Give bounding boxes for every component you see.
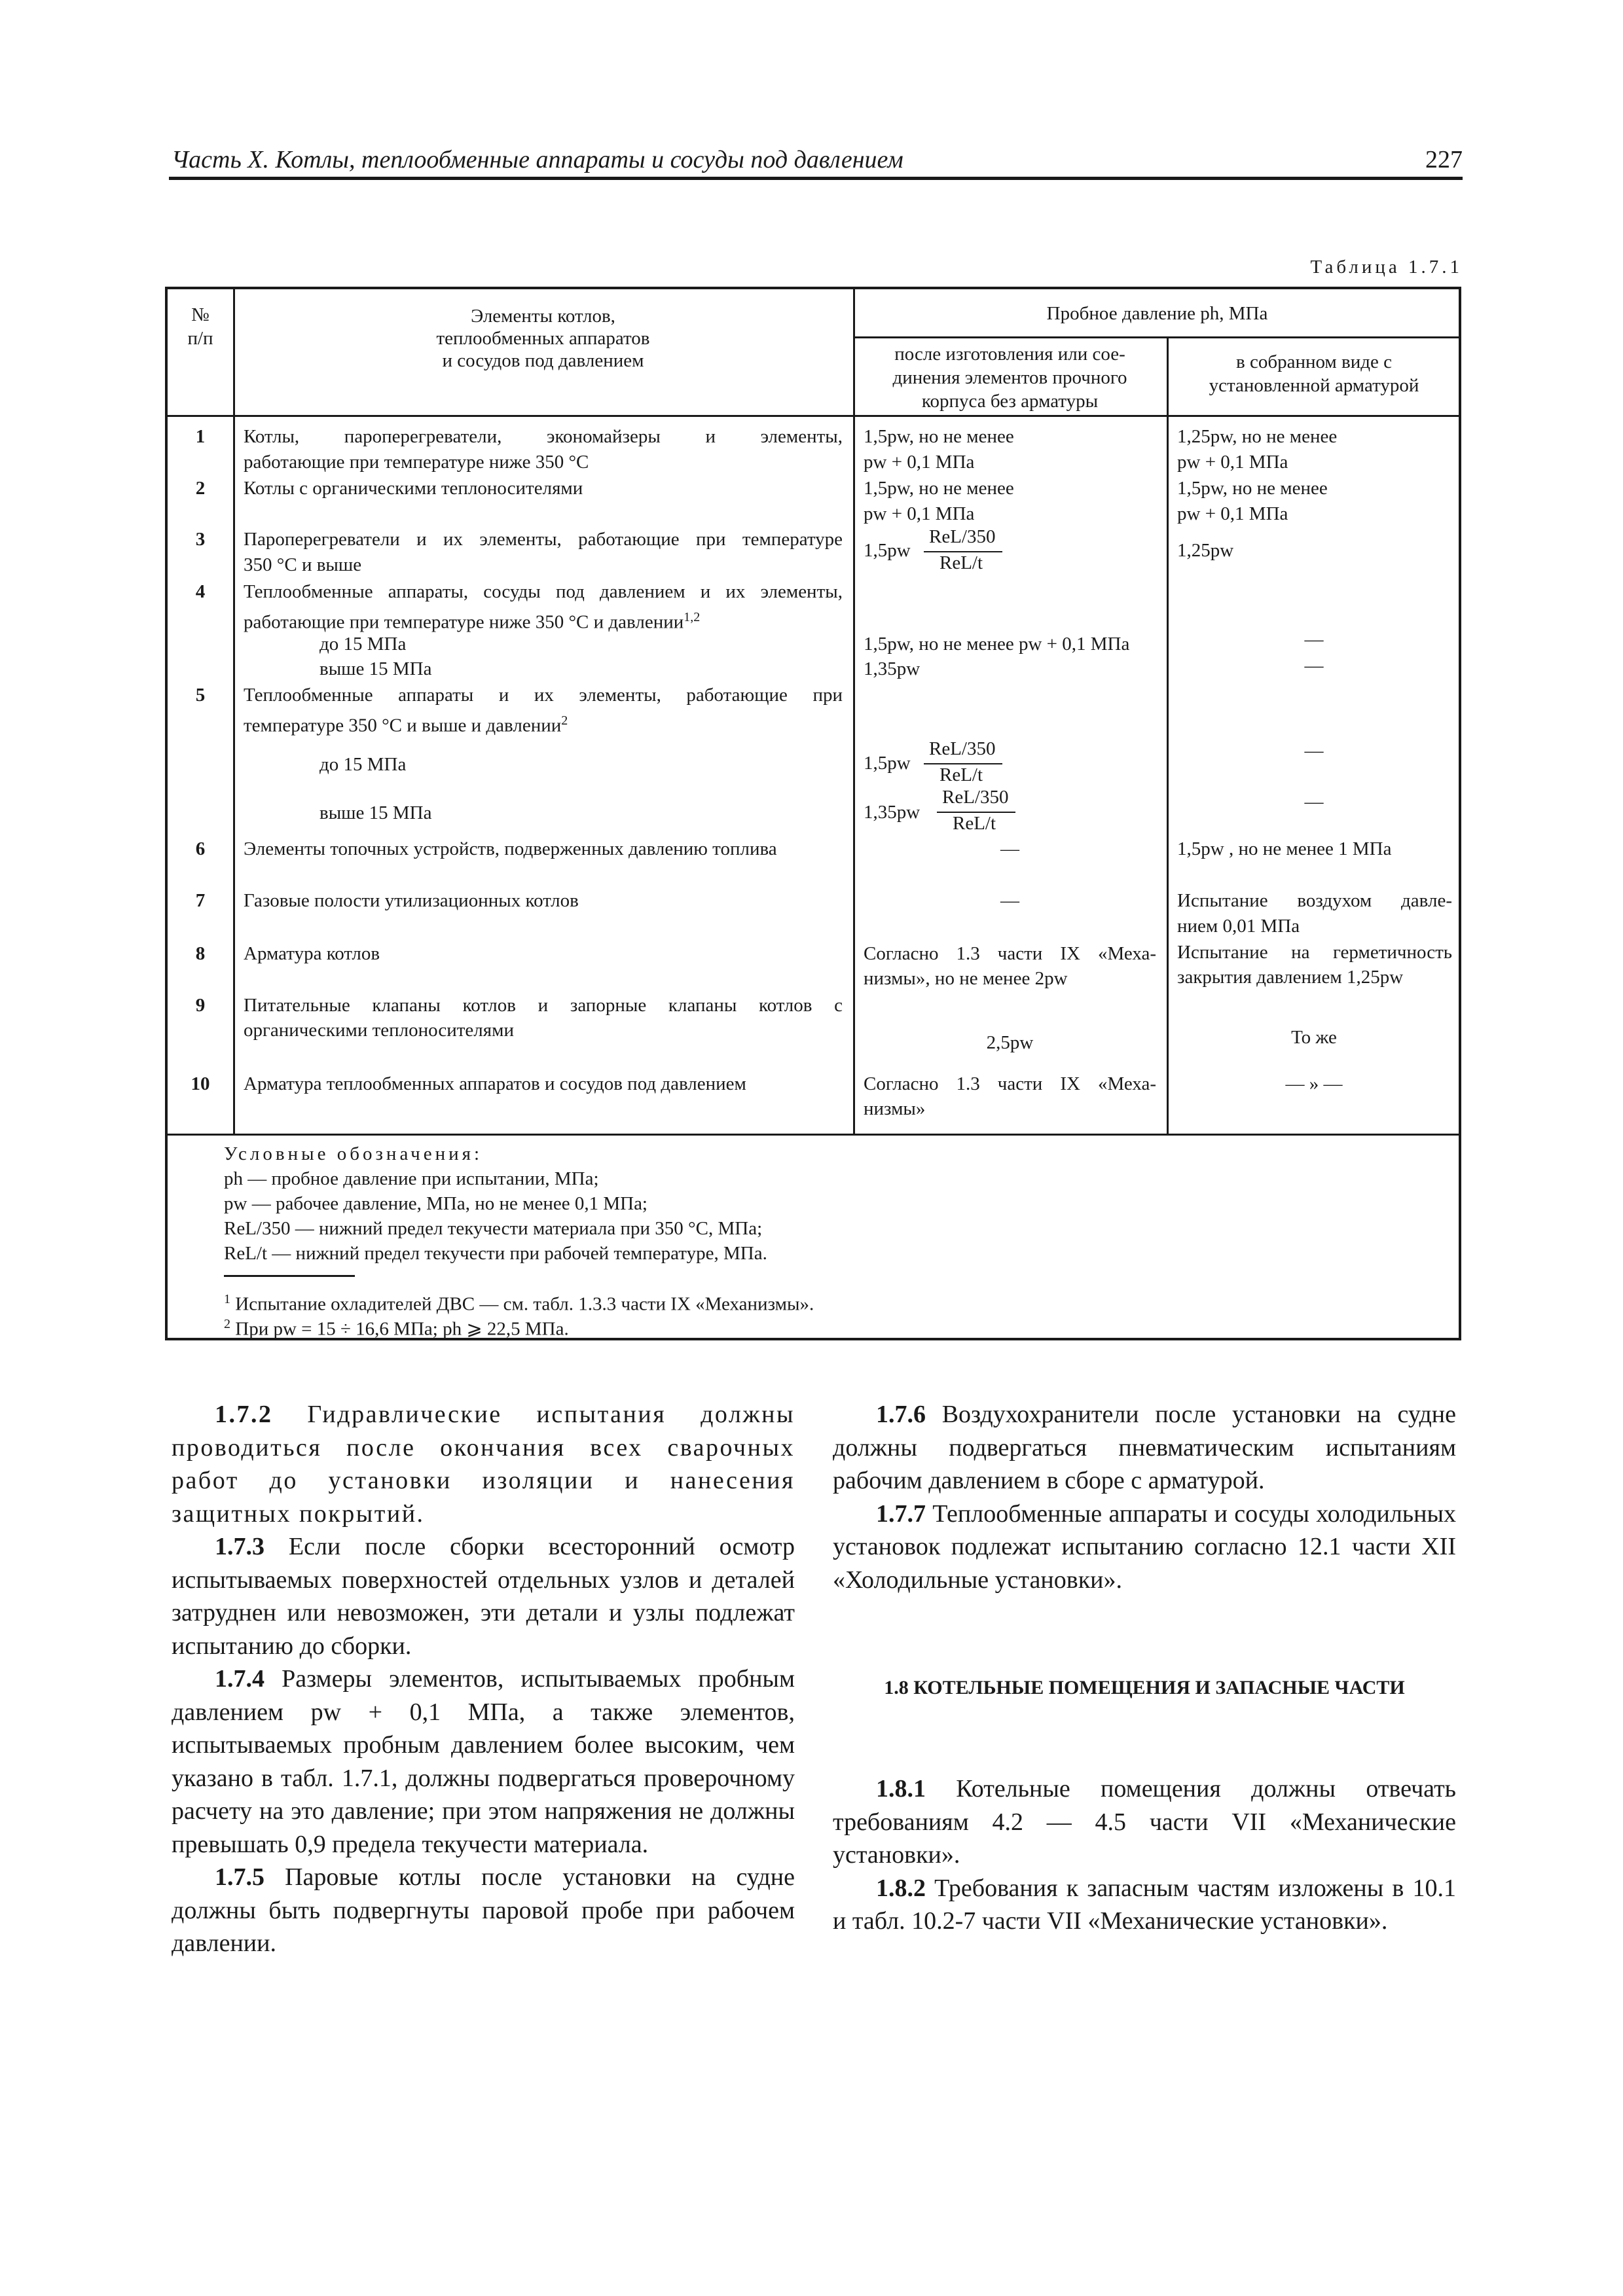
right-column-section (833, 1772, 1456, 1938)
paragraph-text: Размеры элементов, испытываемых пробным давлением pw + 0,1 МПа, а также элементов, испытываемых пробным давлением более высоким, чем указано в табл. 1.7.1, должны подвергаться проверочному расчету на это давление; при этом напряжения не должны превышать 0,9 предела текучести материала. (172, 1665, 795, 1858)
row-number: 5 (195, 685, 206, 706)
element-text: выше 15 МПа (319, 658, 432, 679)
assembled-value: нием 0,01 МПа (1177, 916, 1300, 937)
clause-number: 1.7.7 (876, 1499, 926, 1528)
after-value: 1,35pw (864, 802, 921, 823)
element-text: до 15 МПа (319, 634, 407, 655)
assembled-value: 1,25pw (1177, 540, 1234, 561)
row-number: 6 (195, 838, 206, 859)
body-bottom-rule (168, 1134, 1461, 1136)
element-text: работающие при температуре ниже 350 °С и давлении (244, 611, 684, 633)
paragraph (833, 1872, 1456, 1938)
paragraph (833, 1772, 1456, 1872)
element-text: Пароперегреватели и их элементы, работающие при температуре (244, 529, 843, 550)
clause-number: 1.7.6 (876, 1401, 926, 1428)
header-after: после изготовления или сое- (894, 344, 1125, 365)
after-value: Согласно 1.3 части IX «Меха- (864, 943, 1156, 964)
legend-line: ReL/350 — нижний предел текучести материала при 350 °С, МПа; (224, 1218, 763, 1239)
row-number: 8 (195, 943, 206, 964)
assembled-value: — (1304, 791, 1324, 812)
row-number: 2 (195, 478, 206, 499)
table-caption: Таблица 1.7.1 (1310, 257, 1463, 278)
header-bottom-rule (168, 415, 1461, 417)
assembled-value: 1,5pw , но не менее 1 МПа (1177, 838, 1392, 859)
header-pressure: Пробное давление ph, МПа (1046, 303, 1268, 324)
header-after-3: корпуса без арматуры (921, 391, 1099, 412)
header-no-2: п/п (187, 328, 213, 349)
paragraph-text: Если после сборки всесторонний осмотр испытываемых поверхностей отдельных узлов и деталей затруднен или невозможен, эти детали и узлы подлежат испытанию до сборки. (172, 1533, 795, 1660)
legend-title: Условные обозначения: (224, 1143, 483, 1164)
assembled-value: pw + 0,1 МПа (1177, 452, 1288, 473)
footnote-text: Испытание охладителей ДВС — см. табл. 1.3.3 части IX «Механизмы». (235, 1293, 814, 1315)
element-text: Арматура теплообменных аппаратов и сосудов под давлением (244, 1073, 746, 1094)
clause-number: 1.8.1 (876, 1775, 926, 1803)
header-rule (169, 177, 1463, 180)
row-number: 1 (195, 426, 206, 447)
clause-number: 1.7.4 (215, 1665, 264, 1693)
after-value: 1,5pw, но не менее pw + 0,1 МПа (864, 634, 1130, 655)
left-column (172, 1398, 795, 1960)
header-assembled-2: установленной арматурой (1209, 375, 1419, 396)
assembled-value: Испытание на герметичность (1177, 942, 1452, 963)
assembled-value: pw + 0,1 МПа (1177, 503, 1288, 524)
element-text: органическими теплоносителями (244, 1020, 514, 1041)
clause-number: 1.8.2 (876, 1874, 926, 1902)
fraction-numerator: ReL/350 (942, 787, 1009, 808)
footnote-mark: 1 (224, 1292, 230, 1306)
element-text: Элементы топочных устройств, подверженных давлению топлива (244, 838, 777, 859)
after-value: — (1000, 838, 1019, 859)
after-value: Согласно 1.3 части IX «Меха- (864, 1073, 1156, 1094)
header-elements-2: теплообменных аппаратов (436, 328, 650, 349)
after-value: 1,35pw (864, 658, 921, 679)
paragraph-text: Воздухохранители после установки на судне должны подвергаться пневматическим испытаниям рабочим давлением в сборе с арматурой. (833, 1401, 1456, 1494)
element-text: до 15 МПа (319, 754, 407, 775)
after-value: 1,5pw (864, 753, 911, 774)
footnote-text: При pw = 15 ÷ 16,6 МПа; ph ⩾ 22,5 МПа. (235, 1318, 569, 1340)
paragraph (172, 1662, 795, 1861)
element-text: Котлы с органическими теплоносителями (244, 478, 583, 499)
footnote-ref: 2 (561, 713, 568, 728)
header-assembled: в собранном виде с (1236, 351, 1392, 372)
paragraph-text: Паровые котлы после установки на судне должны быть подвергнуты паровой пробе при рабочем давлении. (172, 1863, 795, 1957)
header-elements: Элементы котлов, (471, 306, 615, 327)
legend-line: ReL/t — нижний предел текучести при рабочей температуре, МПа. (224, 1243, 767, 1264)
after-value: — (1000, 890, 1019, 911)
fraction-numerator: ReL/350 (929, 738, 996, 759)
fraction-numerator: ReL/350 (929, 526, 996, 547)
header-no: № (191, 304, 210, 325)
paragraph (172, 1398, 795, 1530)
paragraph-text: Гидравлические испытания должны проводиться после окончания всех сварочных работ до установки изоляции и нанесения защитных покрытий. (172, 1401, 795, 1528)
element-text: работающие при температуре ниже 350 °С (244, 452, 589, 473)
row-number: 10 (191, 1073, 210, 1094)
assembled-value: — » — (1285, 1073, 1343, 1094)
legend-line: ph — пробное давление при испытании, МПа; (224, 1168, 599, 1189)
element-text: температуре 350 °С и выше и давлении (244, 715, 562, 736)
assembled-value: 1,25pw, но не менее (1177, 426, 1338, 447)
row-number: 3 (195, 529, 206, 550)
running-title: Часть X. Котлы, теплообменные аппараты и сосуды под давлением (172, 146, 903, 173)
footnote-rule (224, 1275, 355, 1277)
element-text: 350 °С и выше (244, 554, 362, 575)
after-value: pw + 0,1 МПа (864, 452, 975, 473)
fraction-denominator: ReL/t (953, 813, 996, 834)
after-value: 2,5pw (986, 1032, 1034, 1053)
clause-number: 1.7.3 (215, 1533, 264, 1560)
section-heading: 1.8 КОТЕЛЬНЫЕ ПОМЕЩЕНИЯ И ЗАПАСНЫЕ ЧАСТИ (884, 1677, 1405, 1698)
paragraph-text: Требования к запасным частям изложены в 10.1 и табл. 10.2-7 части VII «Механические установки». (833, 1874, 1456, 1935)
header-after-2: динения элементов прочного (892, 367, 1127, 388)
assembled-value: — (1304, 655, 1324, 676)
element-text: Теплообменные аппараты и их элементы, работающие при (244, 685, 843, 706)
right-column (833, 1398, 1456, 1596)
element-text: Котлы, пароперегреватели, экономайзеры и элементы, (244, 426, 843, 447)
assembled-value: — (1304, 740, 1324, 761)
paragraph (172, 1861, 795, 1960)
element-text: выше 15 МПа (319, 802, 432, 823)
pressure-test-table (165, 287, 1461, 1340)
element-text: Арматура котлов (244, 943, 380, 964)
element-text: Питательные клапаны котлов и запорные клапаны котлов с (244, 995, 843, 1016)
element-text: Теплообменные аппараты, сосуды под давлением и их элементы, (244, 581, 843, 602)
clause-number: 1.7.2 (215, 1401, 273, 1428)
after-value: 1,5pw (864, 540, 911, 561)
row-number: 4 (195, 581, 206, 602)
paragraph (172, 1530, 795, 1662)
header-elements-3: и сосудов под давлением (442, 350, 644, 371)
paragraph-text: Теплообменные аппараты и сосуды холодильных установок подлежат испытанию согласно 12.1 части XII «Холодильные установки». (833, 1499, 1456, 1594)
paragraph-text: Котельные помещения должны отвечать требованиям 4.2 — 4.5 части VII «Механические установки». (833, 1775, 1456, 1869)
assembled-value: 1,5pw, но не менее (1177, 478, 1328, 499)
after-value: 1,5pw, но не менее (864, 426, 1014, 447)
paragraph (833, 1398, 1456, 1498)
footnote-ref: 1,2 (684, 610, 701, 624)
page-number: 227 (1425, 146, 1463, 173)
assembled-value: закрытия давлением 1,25pw (1177, 967, 1404, 988)
after-value: 1,5pw, но не менее (864, 478, 1014, 499)
row-number: 9 (195, 995, 206, 1016)
paragraph (833, 1498, 1456, 1597)
clause-number: 1.7.5 (215, 1863, 264, 1891)
after-value: низмы», но не менее 2pw (864, 968, 1068, 989)
assembled-value: — (1304, 629, 1324, 650)
assembled-value: Испытание воздухом давле- (1177, 890, 1452, 911)
fraction-denominator: ReL/t (939, 552, 983, 573)
assembled-value: То же (1291, 1027, 1337, 1048)
after-value: pw + 0,1 МПа (864, 503, 975, 524)
legend-line: pw — рабочее давление, МПа, но не менее 0,1 МПа; (224, 1193, 647, 1214)
footnote-mark: 2 (224, 1317, 230, 1331)
header-subrule (853, 336, 1461, 338)
row-number: 7 (195, 890, 206, 911)
col-divider-3 (1167, 336, 1169, 1136)
fraction-denominator: ReL/t (939, 764, 983, 785)
after-value: низмы» (864, 1098, 926, 1119)
element-text: Газовые полости утилизационных котлов (244, 890, 579, 911)
